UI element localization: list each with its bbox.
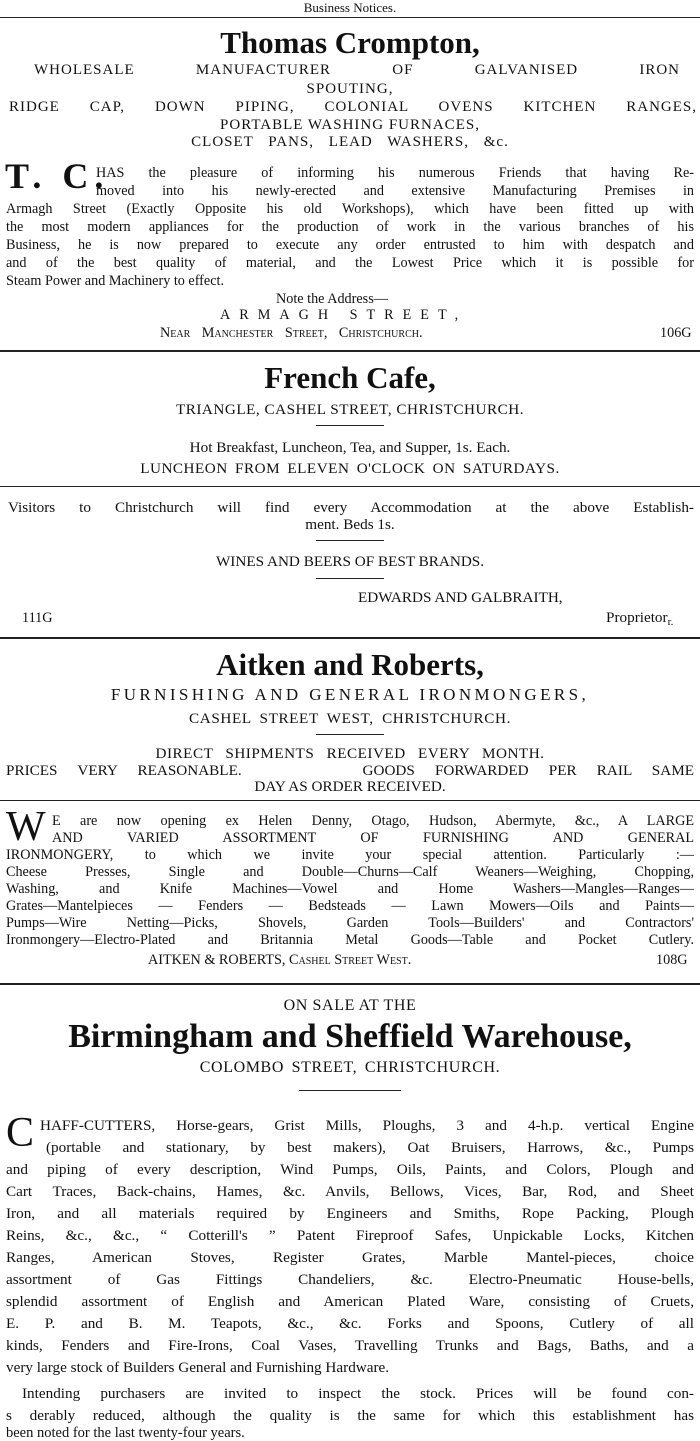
aitken-address: CASHEL STREET WEST, CHRISTCHURCH. [189,710,511,727]
crompton-body-line-2: moved into his newly-erected and extensive Manufacturing Premises in [96,183,694,199]
aitken-body-line-7: Pumps—Wire Netting—Picks, Shovels, Garden Tools—Builders' and Contractors' [6,915,694,931]
crompton-dropcap: T. C. [5,156,110,196]
aitken-day: DAY AS ORDER RECEIVED. [254,778,446,795]
cafe-rule [0,486,700,487]
aitken-body-line-5: Washing, and Knife Machines—Vowel and Home Washers—Mangles—Ranges— [6,881,694,897]
cafe-wines: WINES AND BEERS OF BEST BRANDS. [215,553,485,570]
aitken-ref: 108G [656,952,688,968]
aitken-signoff [148,953,411,967]
aitken-body-line-8: Ironmongery—Electro-Plated and Britannia Metal Goods—Table and Pocket Cutlery. [6,932,694,948]
aitken-signoff-street: Cashel Street West. [289,952,412,968]
birmingham-dropcap: C [6,1110,35,1156]
divider-3 [0,983,700,985]
crompton-name: Thomas Crompton, [220,25,480,60]
cafe-proprietor-sub: r. [667,616,674,628]
aitken-body-line-3: IRONMONGERY, to which we invite your special attention. Particularly :— [6,847,694,863]
cafe-separator-3 [316,578,384,579]
birmingham-address: COLOMBO STREET, CHRISTCHURCH. [199,1059,501,1076]
aitken-dropcap: W [6,804,46,850]
cafe-meals: Hot Breakfast, Luncheon, Tea, and Supper, 1s. Each. [189,439,511,456]
birmingham-closing-line-3: been noted for the last twenty-four years. [6,1425,245,1441]
birmingham-body-line-6: Reins, &c., &c., “ Cotterill's ” Patent Fireproof Safes, Unpickable Locks, Kitchen [6,1227,694,1244]
birmingham-body-line-8: assortment of Gas Fittings Chandeliers, &c. Electro-Pneumatic House-bells, [6,1271,694,1288]
cafe-proprietor-word: Proprietor [606,609,668,626]
header-rule [0,17,700,18]
cafe-separator-2 [316,540,384,541]
crompton-line-2: SPOUTING, [306,81,394,97]
birmingham-onsale: ON SALE AT THE [283,997,417,1014]
birmingham-separator [299,1090,401,1091]
birmingham-closing-line-1: Intending purchasers are invited to inspect the stock. Prices will be found con- [22,1385,694,1402]
aitken-direct: DIRECT SHIPMENTS RECEIVED EVERY MONTH. [155,745,545,762]
aitken-signoff-name: AITKEN & ROBERTS, [148,952,286,968]
crompton-body-line-4: the most modern appliances for the production of work in the various branches of his [6,219,694,235]
aitken-prices: PRICES VERY REASONABLE. GOODS FORWARDED PER RAIL SAME [6,762,694,779]
aitken-body-line-6: Grates—Mantelpieces — Fenders — Bedsteads — Lawn Mowers—Oils and Paints— [6,898,694,914]
birmingham-body-line-3: and piping of every description, Wind Pumps, Oils, Paints, and Colors, Plough and [6,1161,694,1178]
cafe-proprietor-label [606,610,673,628]
cafe-visitors-line-2: ment. Beds 1s. [305,516,395,533]
crompton-near: Near Manchester Street, Christchurch. [160,325,423,341]
birmingham-body-line-11: kinds, Fenders and Fire-Irons, Coal Vases, Travelling Trunks and Bags, Baths, and a [6,1337,694,1354]
section-header: Business Notices. [303,0,397,15]
birmingham-body-line-10: E. P. and B. M. Teapots, &c., &c. Forks and Spoons, Cutlery of all [6,1315,694,1332]
crompton-body-line-6: and of the best quality of material, and the Lowest Price which it is possible for [6,255,694,271]
birmingham-body-line-5: Iron, and all materials required by Engineers and Smiths, Rope Packing, Plough [6,1205,694,1222]
aitken-trade: FURNISHING AND GENERAL IRONMONGERS, [110,685,590,704]
crompton-line-3: RIDGE CAP, DOWN PIPING, COLONIAL OVENS KITCHEN RANGES, [9,99,697,115]
aitken-body-line-2: AND VARIED ASSORTMENT OF FURNISHING AND GENERAL [52,830,694,846]
crompton-body-line-5: Business, he is now prepared to execute any order entrusted to him with despatch and [6,237,694,253]
aitken-name: Aitken and Roberts, [216,647,484,682]
aitken-body-line-1: E are now opening ex Helen Denny, Otago, Hudson, Abermyte, &c., A LARGE [52,813,694,829]
crompton-body-line-3: Armagh Street (Exactly Opposite his old Workshops), which have been fitted up with [6,201,694,217]
birmingham-body-line-2: (portable and stationary, by best makers), Oat Bruisers, Harrows, &c., Pumps [46,1139,694,1156]
crompton-body-line-7: Steam Power and Machinery to effect. [6,273,224,289]
cafe-address: TRIANGLE, CASHEL STREET, CHRISTCHURCH. [175,401,525,418]
cafe-separator [316,425,384,426]
crompton-note: Note the Address— [276,291,388,307]
crompton-line-5: CLOSET PANS, LEAD WASHERS, &c. [191,134,509,150]
birmingham-body-line-7: Ranges, American Stoves, Register Grates, Marble Mantel-pieces, choice [6,1249,694,1266]
crompton-ref: 106G [660,325,692,341]
cafe-ref: 111G [22,610,53,626]
crompton-line-4: PORTABLE WASHING FURNACES, [220,117,480,133]
cafe-name: French Cafe, [264,360,436,395]
birmingham-name: Birmingham and Sheffield Warehouse, [68,1018,632,1055]
aitken-rule [0,800,700,801]
birmingham-body-line-12: very large stock of Builders General and Furnishing Hardware. [6,1359,390,1376]
divider-2 [0,637,700,639]
crompton-street: ARMAGH STREET, [220,307,468,323]
crompton-body-line-1: HAS the pleasure of informing his numerous Friends that having Re- [96,165,694,181]
crompton-line-1: WHOLESALE MANUFACTURER OF GALVANISED IRON [34,62,680,78]
birmingham-body-line-1: HAFF-CUTTERS, Horse-gears, Grist Mills, Ploughs, 3 and 4-h.p. vertical Engine [40,1117,694,1134]
aitken-body-line-4: Cheese Presses, Single and Double—Churns—Calf Weaners—Weighing, Chopping, [6,864,694,880]
birmingham-body-line-9: splendid assortment of English and American Plated Ware, consisting of Cruets, [6,1293,694,1310]
cafe-saturday: LUNCHEON FROM ELEVEN O'CLOCK ON SATURDAYS. [140,460,560,477]
aitken-separator [316,734,384,735]
divider-1 [0,350,700,352]
cafe-proprietors: EDWARDS AND GALBRAITH, [358,589,563,606]
birmingham-body-line-4: Cart Traces, Back-chains, Hames, &c. Anvils, Bellows, Vices, Bar, Rod, and Sheet [6,1183,694,1200]
cafe-visitors-line-1: Visitors to Christchurch will find every Accommodation at the above Establish- [8,499,694,516]
birmingham-closing-line-2: s derably reduced, although the quality is the same for which this establishment has [6,1407,694,1424]
